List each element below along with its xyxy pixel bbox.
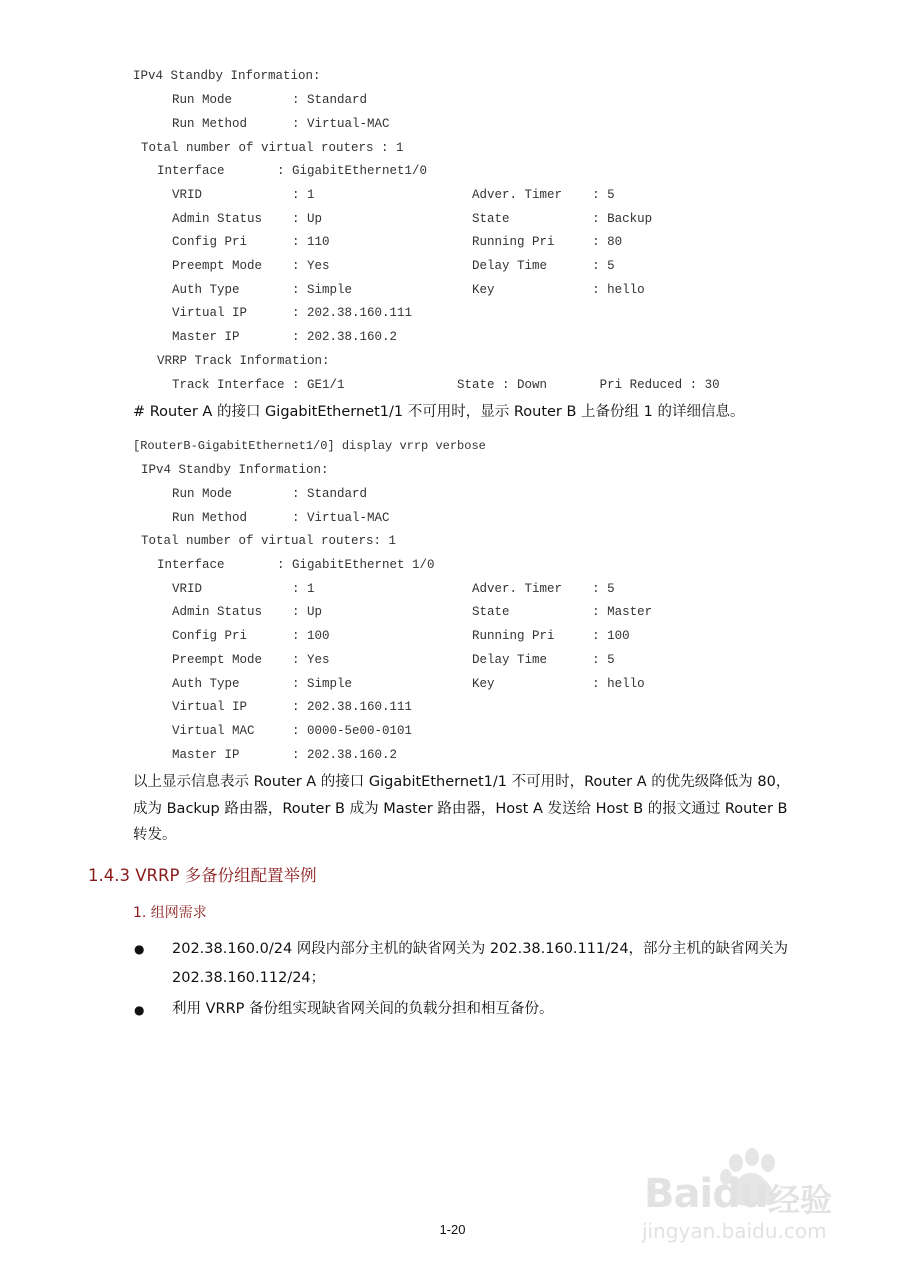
cli-line: Config Pri : 110 Running Pri : 80 (172, 235, 623, 249)
cli-line: Run Mode : Standard (172, 487, 368, 501)
list-item-continuation: 202.38.160.112/24； (172, 970, 326, 986)
cli-line: Master IP : 202.38.160.2 (172, 330, 398, 344)
cli-line: IPv4 Standby Information: (141, 463, 329, 477)
bullet-icon: ● (134, 1003, 145, 1017)
cli-line: Auth Type : Simple Key : hello (172, 677, 645, 691)
cli-line: Master IP : 202.38.160.2 (172, 748, 398, 762)
cli-line: VRID : 1 Adver. Timer : 5 (172, 582, 615, 596)
cli-line: Total number of virtual routers : 1 (141, 141, 404, 155)
cli-line: Admin Status : Up State : Backup (172, 212, 653, 226)
cli-command: [RouterB-GigabitEthernet1/0] display vrrp verbose (133, 439, 486, 453)
cli-line: Run Method : Virtual-MAC (172, 511, 390, 525)
cli-line: Virtual IP : 202.38.160.111 (172, 700, 413, 714)
cli-line: Run Mode : Standard (172, 93, 368, 107)
summary-line: 转发。 (133, 827, 177, 843)
sub-heading: 1. 组网需求 (133, 905, 207, 921)
cli-line: Run Method : Virtual-MAC (172, 117, 390, 131)
cli-line: Preempt Mode : Yes Delay Time : 5 (172, 653, 615, 667)
page-number: 1-20 (439, 1222, 466, 1237)
cli-line: Interface : GigabitEthernet 1/0 (157, 558, 435, 572)
cli-line: Track Interface : GE1/1 State : Down Pri Reduced : 30 (172, 378, 720, 392)
cli-line: Interface : GigabitEthernet1/0 (157, 164, 428, 178)
cli-line: Virtual IP : 202.38.160.111 (172, 306, 413, 320)
cli-line: VRRP Track Information: (157, 354, 330, 368)
cli-line: Config Pri : 100 Running Pri : 100 (172, 629, 630, 643)
cli-line: Preempt Mode : Yes Delay Time : 5 (172, 259, 615, 273)
bullet-icon: ● (134, 942, 145, 956)
comment-line: # Router A 的接口 GigabitEthernet1/1 不可用时，显示 Router B 上备份组 1 的详细信息。 (133, 404, 745, 420)
summary-line: 成为 Backup 路由器，Router B 成为 Master 路由器，Host A 发送给 Host B 的报文通过 Router B (133, 801, 788, 817)
watermark-brand: Baidu (644, 1171, 768, 1217)
summary-line: 以上显示信息表示 Router A 的接口 GigabitEthernet1/1 不可用时，Router A 的优先级降低为 80， (133, 774, 791, 790)
cli-line: Virtual MAC : 0000-5e00-0101 (172, 724, 413, 738)
list-item: 利用 VRRP 备份组实现缺省网关间的负载分担和相互备份。 (172, 1001, 554, 1017)
cli-line: IPv4 Standby Information: (133, 69, 321, 83)
cli-line: VRID : 1 Adver. Timer : 5 (172, 188, 615, 202)
cli-line: Admin Status : Up State : Master (172, 605, 653, 619)
watermark-brand-suffix: 经验 (768, 1181, 833, 1219)
watermark-url: jingyan.baidu.com (642, 1219, 827, 1243)
list-item: 202.38.160.0/24 网段内部分主机的缺省网关为 202.38.160.111/24，部分主机的缺省网关为 (172, 941, 789, 957)
baidu-watermark (640, 1145, 880, 1245)
cli-line: Total number of virtual routers: 1 (141, 534, 397, 548)
cli-line: Auth Type : Simple Key : hello (172, 283, 645, 297)
section-heading: 1.4.3 VRRP 多备份组配置举例 (88, 866, 317, 885)
